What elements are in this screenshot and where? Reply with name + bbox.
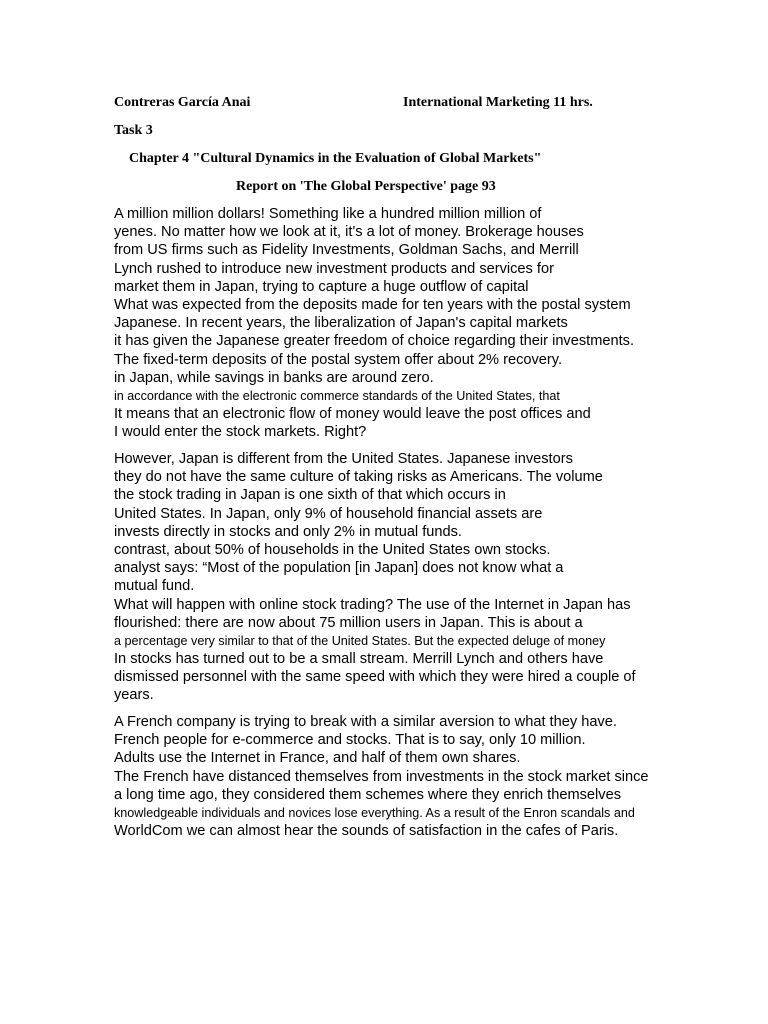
author-name: Contreras García Anai — [114, 95, 251, 110]
text-line: invests directly in stocks and only 2% in mutual funds. — [114, 523, 462, 540]
text-line: knowledgeable individuals and novices lose everything. As a result of the Enron scandals and — [114, 805, 635, 820]
text-line: United States. In Japan, only 9% of household financial assets are — [114, 505, 543, 522]
text-line: What was expected from the deposits made for ten years with the postal system — [114, 296, 631, 313]
text-line: the stock trading in Japan is one sixth of that which occurs in — [114, 487, 506, 504]
text-line: they do not have the same culture of taking risks as Americans. The volume — [114, 469, 603, 486]
text-line: contrast, about 50% of households in the United States own stocks. — [114, 541, 551, 558]
text-line: a percentage very similar to that of the United States. But the expected deluge of money — [114, 633, 606, 648]
text-line: Adults use the Internet in France, and half of them own shares. — [114, 750, 521, 767]
text-line: a long time ago, they considered them schemes where they enrich themselves — [114, 786, 621, 803]
chapter-heading: Chapter 4 "Cultural Dynamics in the Evaluation of Global Markets" — [129, 151, 542, 166]
text-line: WorldCom we can almost hear the sounds of satisfaction in the cafes of Paris. — [114, 823, 619, 840]
text-line: However, Japan is different from the United States. Japanese investors — [114, 451, 573, 467]
text-line: French people for e-commerce and stocks. That is to say, only 10 million. — [114, 732, 586, 749]
text-line: I would enter the stock markets. Right? — [114, 424, 367, 441]
report-title: Report on 'The Global Perspective' page 93 — [236, 179, 496, 194]
text-line: it has given the Japanese greater freedom of choice regarding their investments. — [114, 333, 634, 350]
text-line: in accordance with the electronic commerce standards of the United States, that — [114, 388, 560, 403]
text-line: dismissed personnel with the same speed with which they were hired a couple of — [114, 669, 636, 686]
text-line: What will happen with online stock trading? The use of the Internet in Japan has — [114, 596, 631, 613]
text-line: The fixed-term deposits of the postal system offer about 2% recovery. — [114, 351, 563, 368]
paragraph-1 — [114, 205, 634, 441]
text-line: market them in Japan, trying to capture a huge outflow of capital — [114, 278, 529, 295]
paragraph-2 — [114, 450, 636, 705]
text-line: analyst says: “Most of the population [in Japan] does not know what a — [114, 560, 564, 577]
text-line: In stocks has turned out to be a small stream. Merrill Lynch and others have — [114, 651, 604, 668]
text-line: from US firms such as Fidelity Investments, Goldman Sachs, and Merrill — [114, 242, 579, 259]
text-line: years. — [114, 687, 154, 704]
task-label: Task 3 — [114, 123, 153, 138]
text-line: The French have distanced themselves from investments in the stock market since — [114, 768, 649, 785]
text-line: Lynch rushed to introduce new investment products and services for — [114, 260, 554, 277]
text-line: in Japan, while savings in banks are around zero. — [114, 369, 434, 386]
text-line: A French company is trying to break with a similar aversion to what they have. — [114, 714, 617, 730]
text-line: yenes. No matter how we look at it, it's a lot of money. Brokerage houses — [114, 224, 584, 241]
text-line: flourished: there are now about 75 million users in Japan. This is about a — [114, 614, 583, 631]
course-title: International Marketing 11 hrs. — [403, 95, 593, 110]
text-line: A million million dollars! Something like a hundred million million of — [114, 206, 542, 222]
text-line: Japanese. In recent years, the liberalization of Japan's capital markets — [114, 315, 568, 332]
text-line: mutual fund. — [114, 578, 195, 595]
paragraph-3 — [114, 713, 649, 840]
text-line: It means that an electronic flow of money would leave the post offices and — [114, 406, 591, 423]
